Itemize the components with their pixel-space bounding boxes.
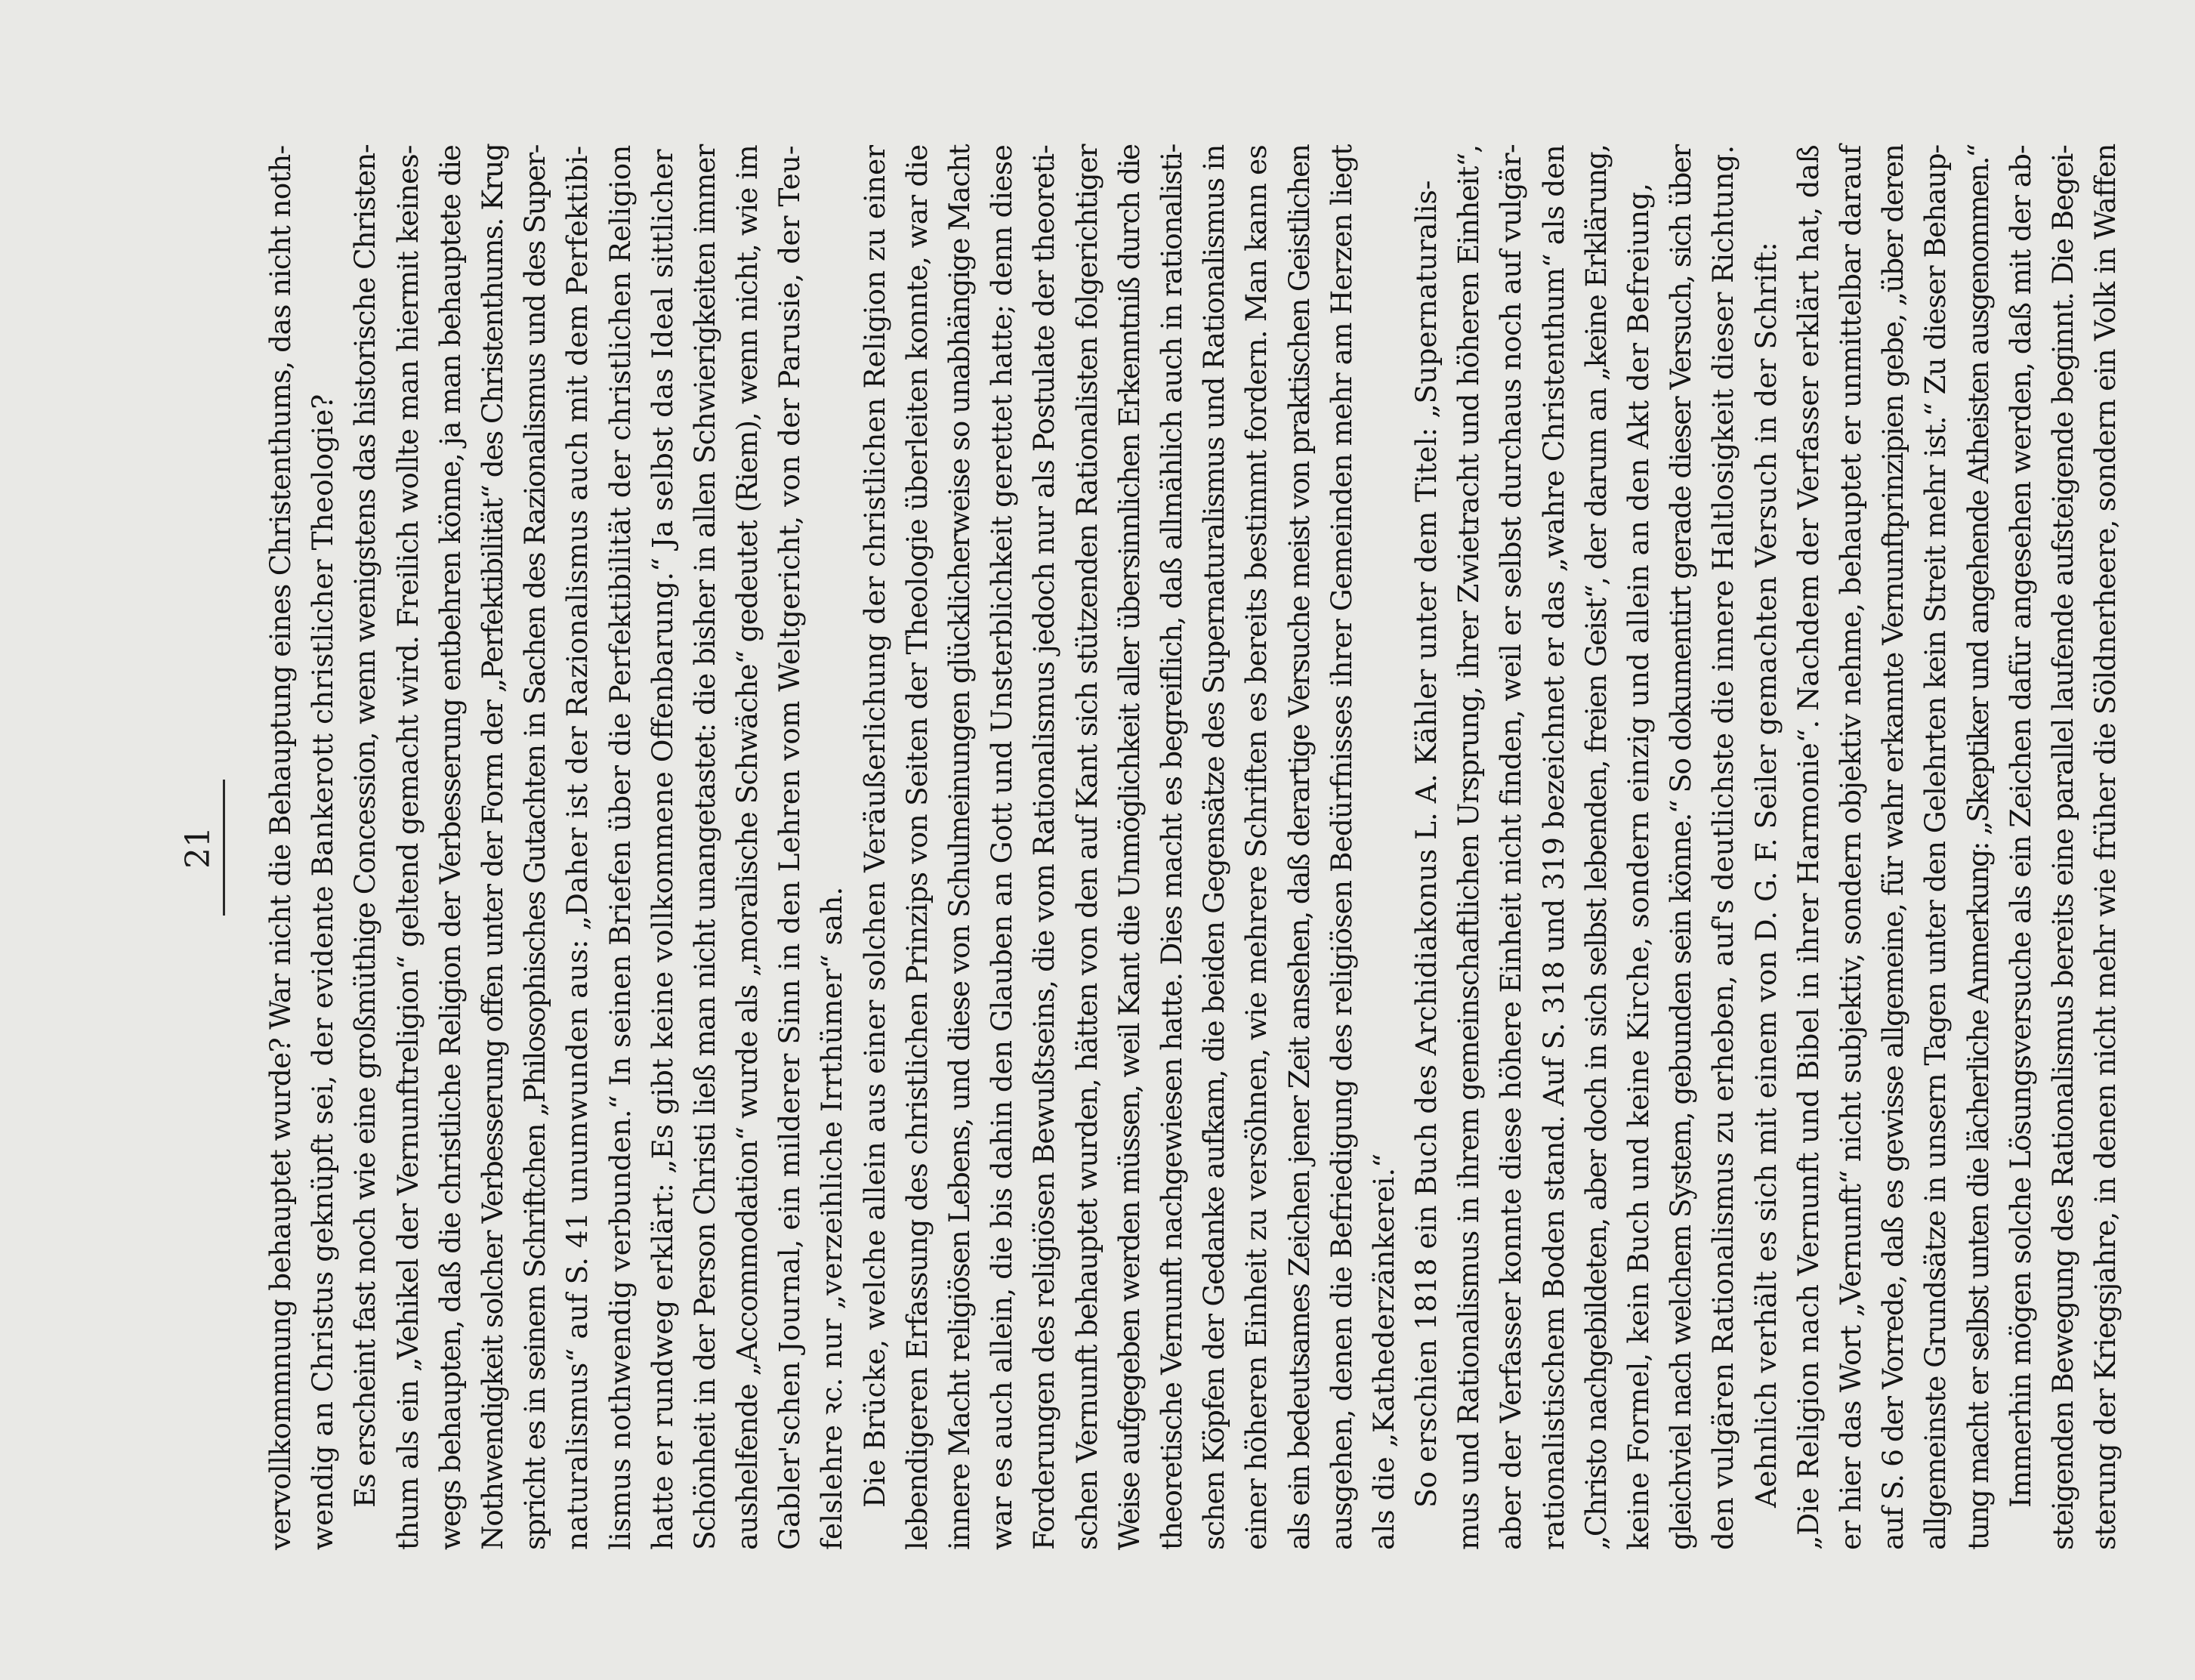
- text-line: auf S. 6 der Vorrede, daß es gewisse allgemeine, für wahr erkannte Vernunftprinzipien gebe, „über deren: [1876, 144, 1910, 1550]
- body-text: [259, 144, 2122, 1550]
- text-line: So erschien 1818 ein Buch des Archidiakonus L. A. Kähler unter dem Titel: „Supernaturalis-: [1409, 180, 1443, 1508]
- text-line: Weise aufgegeben werden müssen, weil Kant die Unmöglichkeit aller übersinnlichen Erkenntniß durch die: [1112, 144, 1146, 1550]
- text-line: Es erscheint fast noch wie eine großmüthige Concession, wenn wenigstens das historische Christen-: [348, 144, 382, 1508]
- text-line: keine Formel, kein Buch und keine Kirche, sondern einzig und allein an den Akt der Befreiung,: [1622, 182, 1655, 1550]
- text-line: felslehre ꝛc. nur „verzeihliche Irrthümer“ sah.: [815, 886, 849, 1550]
- text-line: wegs behaupten, daß die christliche Religion der Verbesserung entbehren könne, ja man behauptete die: [433, 145, 467, 1550]
- text-line: aushelfende „Accommodation“ wurde als „moralische Schwäche“ gedeutet (Riem), wenn nicht, wie im: [730, 145, 764, 1550]
- text-line: den vulgären Rationalismus zu erheben, auf's deutlichste die innere Haltlosigkeit dieser Richtung.: [1706, 145, 1740, 1550]
- text-line: Die Brücke, welche allein aus einer solchen Veräußerlichung der christlichen Religion zu einer: [857, 145, 891, 1508]
- text-line: mus und Rationalismus in ihrem gemeinschaftlichen Ursprung, ihrer Zwietracht und höheren Einheit“,: [1452, 144, 1486, 1550]
- text-line: Immerhin mögen solche Lösungsversuche als ein Zeichen dafür angesehen werden, daß mit der ab-: [2003, 145, 2037, 1508]
- text-line: lismus nothwendig verbunden.“ In seinen Briefen über die Perfektibilität der christlichen Religion: [603, 144, 637, 1550]
- text-line: thum als ein „Vehikel der Vernunftreligion“ geltend gemacht wird. Freilich wollte man hiermit keines-: [391, 145, 424, 1550]
- text-line: tung macht er selbst unten die lächerliche Anmerkung: „Skeptiker und angehende Atheisten ausgenommen.“: [1961, 144, 1995, 1550]
- rotated-text-block: [176, 144, 2122, 1550]
- text-line: sterung der Kriegsjahre, in denen nicht mehr wie früher die Söldnerheere, sondern ein Volk in Waffen: [2088, 144, 2122, 1550]
- text-line: wendig an Christus geknüpft sei, der evidente Bankerott christlicher Theologie?: [306, 394, 340, 1550]
- text-line: er hier das Wort „Vernunft“ nicht subjektiv, sondern objektiv nehme, behauptet er unmittelbar darauf: [1833, 145, 1867, 1550]
- text-line: hatte er rundweg erklärt: „Es gibt keine vollkommene Offenbarung.“ Ja selbst das Ideal sittlicher: [645, 149, 679, 1550]
- text-line: steigenden Bewegung des Rationalismus bereits eine parallel laufende aufsteigende beginnt. Die Begei-: [2045, 145, 2079, 1550]
- text-line: aber der Verfasser konnte diese höhere Einheit nicht finden, weil er selbst durchaus noch auf vulgär-: [1494, 144, 1528, 1550]
- text-line: lebendigeren Erfassung des christlichen Prinzips von Seiten der Theologie überleiten konnte, war die: [900, 144, 934, 1550]
- text-line: allgemeinste Grundsätze in unsern Tagen unter den Gelehrten kein Streit mehr ist.“ Zu dieser Behaup-: [1919, 144, 1953, 1550]
- text-line: rationalistischem Boden stand. Auf S. 318 und 319 bezeichnet er das „wahre Christenthum“ als den: [1536, 144, 1570, 1550]
- text-line: schen Vernunft behauptet wurden, hätten von den auf Kant sich stützenden Rationalisten folgerichtiger: [1070, 144, 1104, 1550]
- page-header: [176, 145, 221, 1550]
- text-line: schen Köpfen der Gedanke aufkam, die beiden Gegensätze des Supernaturalismus und Rationalismus in: [1197, 145, 1231, 1550]
- page-number: 21: [179, 826, 218, 869]
- text-line: gleichviel nach welchem System, gebunden sein könne.“ So dokumentirt gerade dieser Versuch, sich über: [1664, 145, 1698, 1550]
- text-line: „Die Religion nach Vernunft und Bibel in ihrer Harmonie“. Nachdem der Verfasser erklärt hat, daß: [1791, 144, 1825, 1550]
- text-line: als die „Kathederzänkerei.“: [1366, 1153, 1400, 1550]
- text-line: war es auch allein, die bis dahin den Glauben an Gott und Unsterblichkeit gerettet hatte; denn diese: [985, 144, 1019, 1550]
- text-line: Aehnlich verhält es sich mit einem von D. G. F. Seiler gemachten Versuch in der Schrift:: [1749, 242, 1783, 1508]
- text-line: Nothwendigkeit solcher Verbesserung offen unter der Form der „Perfektibilität“ des Christenthums. Krug: [475, 144, 509, 1550]
- text-line: ausgehen, denen die Befriedigung des religiösen Bedürfnisses ihrer Gemeinden mehr am Herzen liegt: [1324, 144, 1358, 1550]
- text-line: Gabler'schen Journal, ein milderer Sinn in den Lehren vom Weltgericht, von der Parusie, der Teu-: [773, 145, 807, 1550]
- text-line: theoretische Vernunft nachgewiesen hatte. Dies macht es begreiflich, daß allmählich auch in rationalisti-: [1154, 144, 1188, 1550]
- text-line: Forderungen des religiösen Bewußtseins, die vom Rationalismus jedoch nur als Postulate der theoreti-: [1027, 145, 1061, 1550]
- header-rule: [223, 780, 225, 916]
- text-line: vervollkommnung behauptet wurde? War nicht die Behauptung eines Christenthums, das nicht noth-: [264, 145, 297, 1550]
- text-line: „Christo nachgebildeten, aber doch in sich selbst lebenden, freien Geist“, der darum an „keine Erklärung,: [1579, 144, 1613, 1550]
- text-line: als ein bedeutsames Zeichen jener Zeit ansehen, daß derartige Versuche meist von praktischen Geistlichen: [1282, 145, 1316, 1550]
- text-line: innere Macht religiösen Lebens, und diese von Schulmeinungen glücklicherweise so unabhängige Macht: [943, 144, 976, 1550]
- text-line: Schönheit in der Person Christi ließ man nicht unangetastet: die bisher in allen Schwierigkeiten immer: [687, 144, 721, 1550]
- text-line: spricht es in seinem Schriftchen „Philosophisches Gutachten in Sachen des Razionalismus und des Super-: [518, 145, 552, 1550]
- text-line: naturalismus“ auf S. 41 unumwunden aus: „Daher ist der Razionalismus auch mit dem Perfektibi-: [560, 145, 594, 1550]
- text-line: einer höheren Einheit zu versöhnen, wie mehrere Schriften es bereits bestimmt fordern. Man kann es: [1240, 145, 1273, 1550]
